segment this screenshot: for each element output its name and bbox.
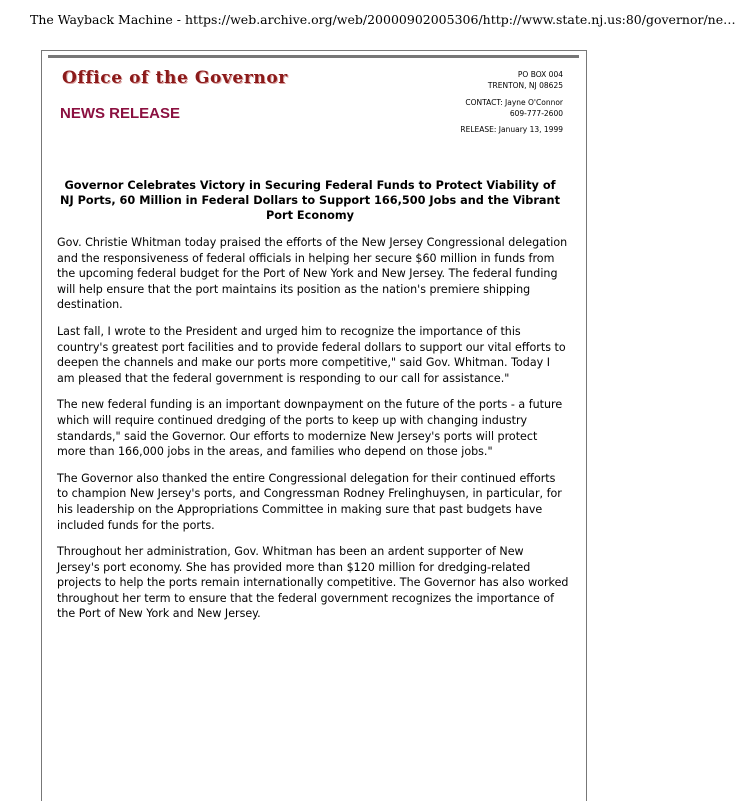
paragraph: Throughout her administration, Gov. Whitman has been an ardent supporter of New Jersey's port economy. She has provided more than $120 million for dredging-related projects to help the ports remain internationally competitive. The Governor has also worked throughout her term to ensure that the federal government recognizes the importance of the Port of New York and New Jersey. bbox=[57, 545, 569, 621]
contact-name: CONTACT: Jayne O'Connor bbox=[465, 98, 563, 107]
article-body bbox=[57, 235, 569, 633]
article-headline: Governor Celebrates Victory in Securing Federal Funds to Protect Viability of NJ Ports, 60 Million in Federal Dollars to Support 166,500 Jobs and the Vibrant Port Economy bbox=[60, 179, 560, 222]
news-release-label: NEWS RELEASE bbox=[60, 105, 181, 122]
paragraph: The new federal funding is an important downpayment on the future of the ports - a future which will require continued dredging of the ports to keep up with changing industry standards," said the Governor. Our efforts to modernize New Jersey's ports will protect more than 166,000 jobs in the areas, and families who depend on those jobs." bbox=[57, 398, 563, 459]
paragraph: Gov. Christie Whitman today praised the efforts of the New Jersey Congressional delegation and the responsiveness of federal officials in helping her secure $60 million in funds from the upcoming federal budget for the Port of New York and New Jersey. The federal funding will help ensure that the port maintains its position as the nation's premiere shipping destination. bbox=[57, 236, 568, 312]
city-zip: TRENTON, NJ 08625 bbox=[487, 80, 563, 90]
po-box: PO BOX 004 bbox=[517, 70, 563, 79]
paragraph: The Governor also thanked the entire Congressional delegation for their continued efforts to champion New Jersey's ports, and Congressman Rodney Frelinghuysen, in particular, for his leadership on the Appropriations Committee in making sure that past budgets have included funds for the ports. bbox=[57, 471, 562, 532]
office-title: Office of the Governor bbox=[62, 68, 288, 88]
paragraph: Last fall, I wrote to the President and urged him to recognize the importance of this country's greatest port facilities and to provide federal dollars to support our vital efforts to deepen the channels and make our ports more competitive," said Gov. Whitman. Today I am pleased that the federal government is responding to our call for assistance." bbox=[57, 324, 566, 385]
browser-title: The Wayback Machine - https://web.archive.org/web/20000902005306/http://www.state.nj.us:80/governor/ne… bbox=[30, 12, 736, 27]
header-rule bbox=[48, 55, 579, 58]
contact-phone: 609-777-2600 bbox=[509, 108, 563, 118]
contact-block bbox=[363, 70, 563, 119]
release-date: RELEASE: January 13, 1999 bbox=[460, 125, 563, 134]
